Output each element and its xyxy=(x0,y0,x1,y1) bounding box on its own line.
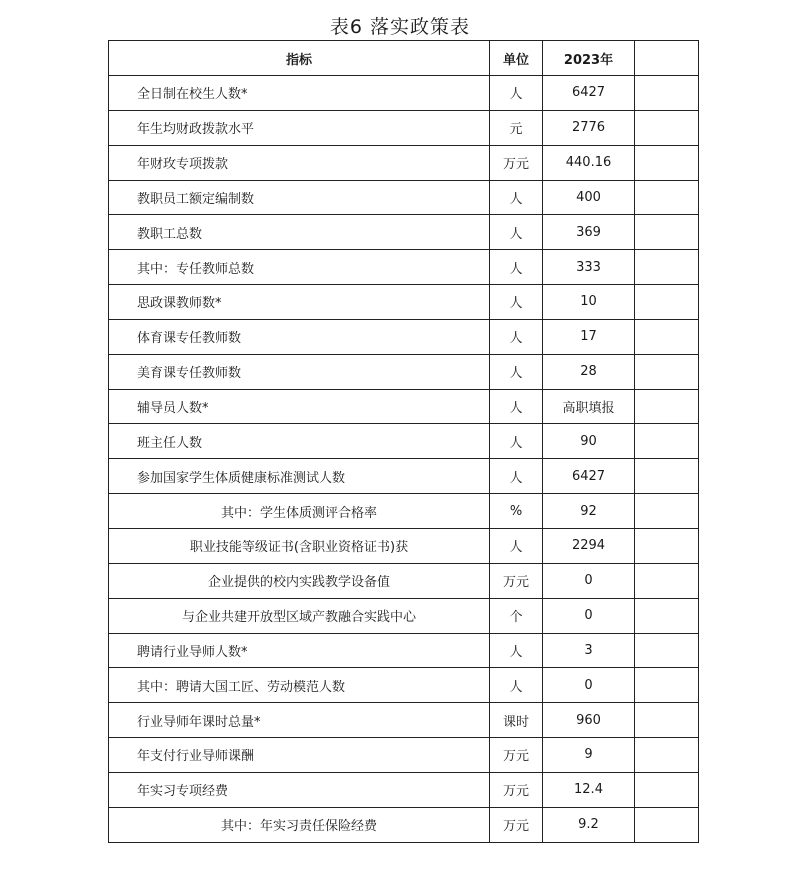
table-row xyxy=(109,354,699,389)
unit-cell: 元 xyxy=(490,110,543,145)
unit-cell: 人 xyxy=(490,528,543,563)
unit-cell: 人 xyxy=(490,354,543,389)
header-unit: 单位 xyxy=(490,41,543,76)
unit-cell: 课时 xyxy=(490,703,543,738)
header-year: 2023年 xyxy=(543,41,635,76)
indicator-cell: 教职员工额定编制数 xyxy=(109,180,490,215)
indicator-cell: 辅导员人数* xyxy=(109,389,490,424)
unit-cell: 人 xyxy=(490,215,543,250)
value-cell: 400 xyxy=(543,180,635,215)
value-cell: 960 xyxy=(543,703,635,738)
value-cell: 440.16 xyxy=(543,145,635,180)
unit-cell: 人 xyxy=(490,285,543,320)
table-row xyxy=(109,319,699,354)
indicator-cell: 班主任人数 xyxy=(109,424,490,459)
value-cell: 9.2 xyxy=(543,807,635,842)
table-row xyxy=(109,389,699,424)
value-cell: 90 xyxy=(543,424,635,459)
table-row xyxy=(109,668,699,703)
unit-cell: 万元 xyxy=(490,738,543,773)
empty-cell xyxy=(635,145,699,180)
value-cell: 92 xyxy=(543,494,635,529)
empty-cell xyxy=(635,668,699,703)
table-row xyxy=(109,285,699,320)
value-cell: 2294 xyxy=(543,528,635,563)
value-cell: 369 xyxy=(543,215,635,250)
indicator-cell: 其中：专任教师总数 xyxy=(109,250,490,285)
value-cell: 0 xyxy=(543,563,635,598)
table-title: 表6 落实政策表 xyxy=(329,16,471,38)
value-cell: 12.4 xyxy=(543,772,635,807)
empty-cell xyxy=(635,703,699,738)
unit-cell: 人 xyxy=(490,250,543,285)
indicator-cell: 聘请行业导师人数* xyxy=(109,633,490,668)
empty-cell xyxy=(635,180,699,215)
unit-cell: 万元 xyxy=(490,807,543,842)
unit-cell: 人 xyxy=(490,668,543,703)
table-row xyxy=(109,494,699,529)
value-cell: 28 xyxy=(543,354,635,389)
empty-cell xyxy=(635,459,699,494)
header-extra xyxy=(635,41,699,76)
table-row xyxy=(109,250,699,285)
empty-cell xyxy=(635,354,699,389)
indicator-cell: 其中：聘请大国工匠、劳动模范人数 xyxy=(109,668,490,703)
indicator-cell: 与企业共建开放型区域产教融合实践中心 xyxy=(109,598,490,633)
empty-cell xyxy=(635,494,699,529)
empty-cell xyxy=(635,807,699,842)
policy-table xyxy=(108,40,699,843)
indicator-cell: 年实习专项经费 xyxy=(109,772,490,807)
value-cell: 333 xyxy=(543,250,635,285)
unit-cell: 万元 xyxy=(490,563,543,598)
indicator-cell: 全日制在校生人数* xyxy=(109,76,490,111)
indicator-cell: 行业导师年课时总量* xyxy=(109,703,490,738)
table-row xyxy=(109,215,699,250)
value-cell: 6427 xyxy=(543,76,635,111)
header-indicator: 指标 xyxy=(109,41,490,76)
empty-cell xyxy=(635,215,699,250)
unit-cell: 个 xyxy=(490,598,543,633)
empty-cell xyxy=(635,772,699,807)
indicator-cell: 年财玫专项拨款 xyxy=(109,145,490,180)
indicator-cell: 思政课教师数* xyxy=(109,285,490,320)
empty-cell xyxy=(635,633,699,668)
table-row xyxy=(109,145,699,180)
table-row xyxy=(109,76,699,111)
value-cell: 9 xyxy=(543,738,635,773)
empty-cell xyxy=(635,250,699,285)
indicator-cell: 体育课专任教师数 xyxy=(109,319,490,354)
value-cell: 0 xyxy=(543,598,635,633)
empty-cell xyxy=(635,528,699,563)
value-cell: 0 xyxy=(543,668,635,703)
unit-cell: 人 xyxy=(490,459,543,494)
indicator-cell: 美育课专任教师数 xyxy=(109,354,490,389)
empty-cell xyxy=(635,319,699,354)
empty-cell xyxy=(635,424,699,459)
unit-cell: 人 xyxy=(490,180,543,215)
value-cell: 高职填报 xyxy=(543,389,635,424)
table-row xyxy=(109,563,699,598)
indicator-cell: 年支付行业导师课酬 xyxy=(109,738,490,773)
table-row xyxy=(109,424,699,459)
indicator-cell: 参加国家学生体质健康标准测试人数 xyxy=(109,459,490,494)
indicator-cell: 职业技能等级证书(含职业资格证书)获 xyxy=(109,528,490,563)
unit-cell: 人 xyxy=(490,76,543,111)
table-row xyxy=(109,807,699,842)
empty-cell xyxy=(635,389,699,424)
unit-cell: 人 xyxy=(490,389,543,424)
indicator-cell: 教职工总数 xyxy=(109,215,490,250)
table-row xyxy=(109,772,699,807)
table-row xyxy=(109,598,699,633)
indicator-cell: 其中：学生体质测评合格率 xyxy=(109,494,490,529)
unit-cell: % xyxy=(490,494,543,529)
indicator-cell: 企业提供的校内实践教学设备值 xyxy=(109,563,490,598)
table-row xyxy=(109,633,699,668)
table-row xyxy=(109,110,699,145)
table-row xyxy=(109,703,699,738)
table-row xyxy=(109,180,699,215)
indicator-cell: 其中：年实习责任保险经费 xyxy=(109,807,490,842)
empty-cell xyxy=(635,285,699,320)
value-cell: 6427 xyxy=(543,459,635,494)
indicator-cell: 年生均财政拨款水平 xyxy=(109,110,490,145)
table-row xyxy=(109,738,699,773)
empty-cell xyxy=(635,738,699,773)
unit-cell: 人 xyxy=(490,633,543,668)
unit-cell: 万元 xyxy=(490,145,543,180)
table-row xyxy=(109,528,699,563)
empty-cell xyxy=(635,76,699,111)
table-row xyxy=(109,459,699,494)
value-cell: 10 xyxy=(543,285,635,320)
empty-cell xyxy=(635,110,699,145)
unit-cell: 人 xyxy=(490,424,543,459)
empty-cell xyxy=(635,598,699,633)
value-cell: 2776 xyxy=(543,110,635,145)
unit-cell: 万元 xyxy=(490,772,543,807)
unit-cell: 人 xyxy=(490,319,543,354)
value-cell: 3 xyxy=(543,633,635,668)
table-header-row xyxy=(109,41,699,76)
value-cell: 17 xyxy=(543,319,635,354)
empty-cell xyxy=(635,563,699,598)
